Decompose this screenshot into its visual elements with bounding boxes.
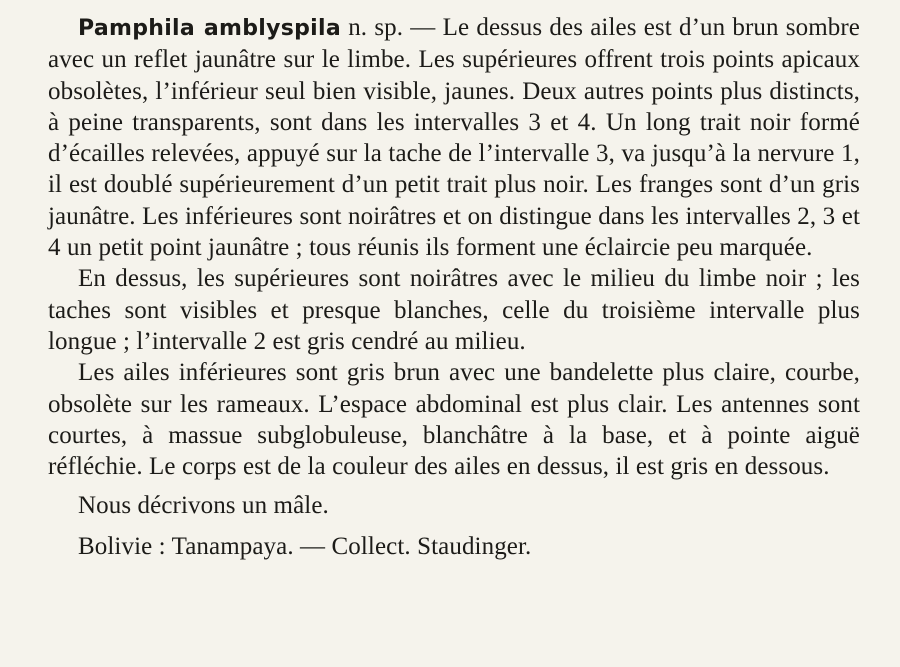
- species-name: Pamphila amblyspila: [78, 16, 342, 41]
- paragraph-locality: Bolivie : Tanampaya. — Collect. Staudinger.: [78, 532, 532, 560]
- paragraph-lower-wings: Les ailes inférieures sont gris brun avec une bandelette plus claire, courbe, obsolète sur les rameaux. L’espace abdominal est plus clair. Les antennes sont courtes, à massue subglobuleuse, blanchâtre à la base, et à pointe aiguë réfléchie. Le corps est de la couleur des ailes en dessus, il est gris en dessous.: [48, 359, 860, 481]
- paragraph-upper-wings: En dessus, les supérieures sont noirâtres avec le milieu du limbe noir ; les taches sont visibles et presque blanches, celle du troisième intervalle plus longue ; l’intervalle 2 est gris cendré au milieu.: [48, 265, 860, 355]
- paragraph-species-description: [48, 12, 860, 263]
- species-description-text: n. sp. — Le dessus des ailes est d’un brun sombre avec un reflet jaunâtre sur le limbe. Les supérieures offrent trois points apicaux obsolètes, l’inférieur seul bien visible, jaunes. Deux autres points plus distincts, à peine transparents, sont dans les intervalles 3 et 4. Un long trait noir formé d’écailles relevées, appuyé sur la tache de l’intervalle 3, va jusqu’à la nervure 1, il est doublé supérieurement d’un petit trait plus noir. Les franges sont d’un gris jaunâtre. Les inférieures sont noirâtres et on distingue dans les intervalles 2, 3 et 4 un petit point jaunâtre ; tous réunis ils forment une éclaircie peu marquée.: [48, 14, 860, 262]
- paragraph-specimen-note: Nous décrivons un mâle.: [78, 492, 329, 520]
